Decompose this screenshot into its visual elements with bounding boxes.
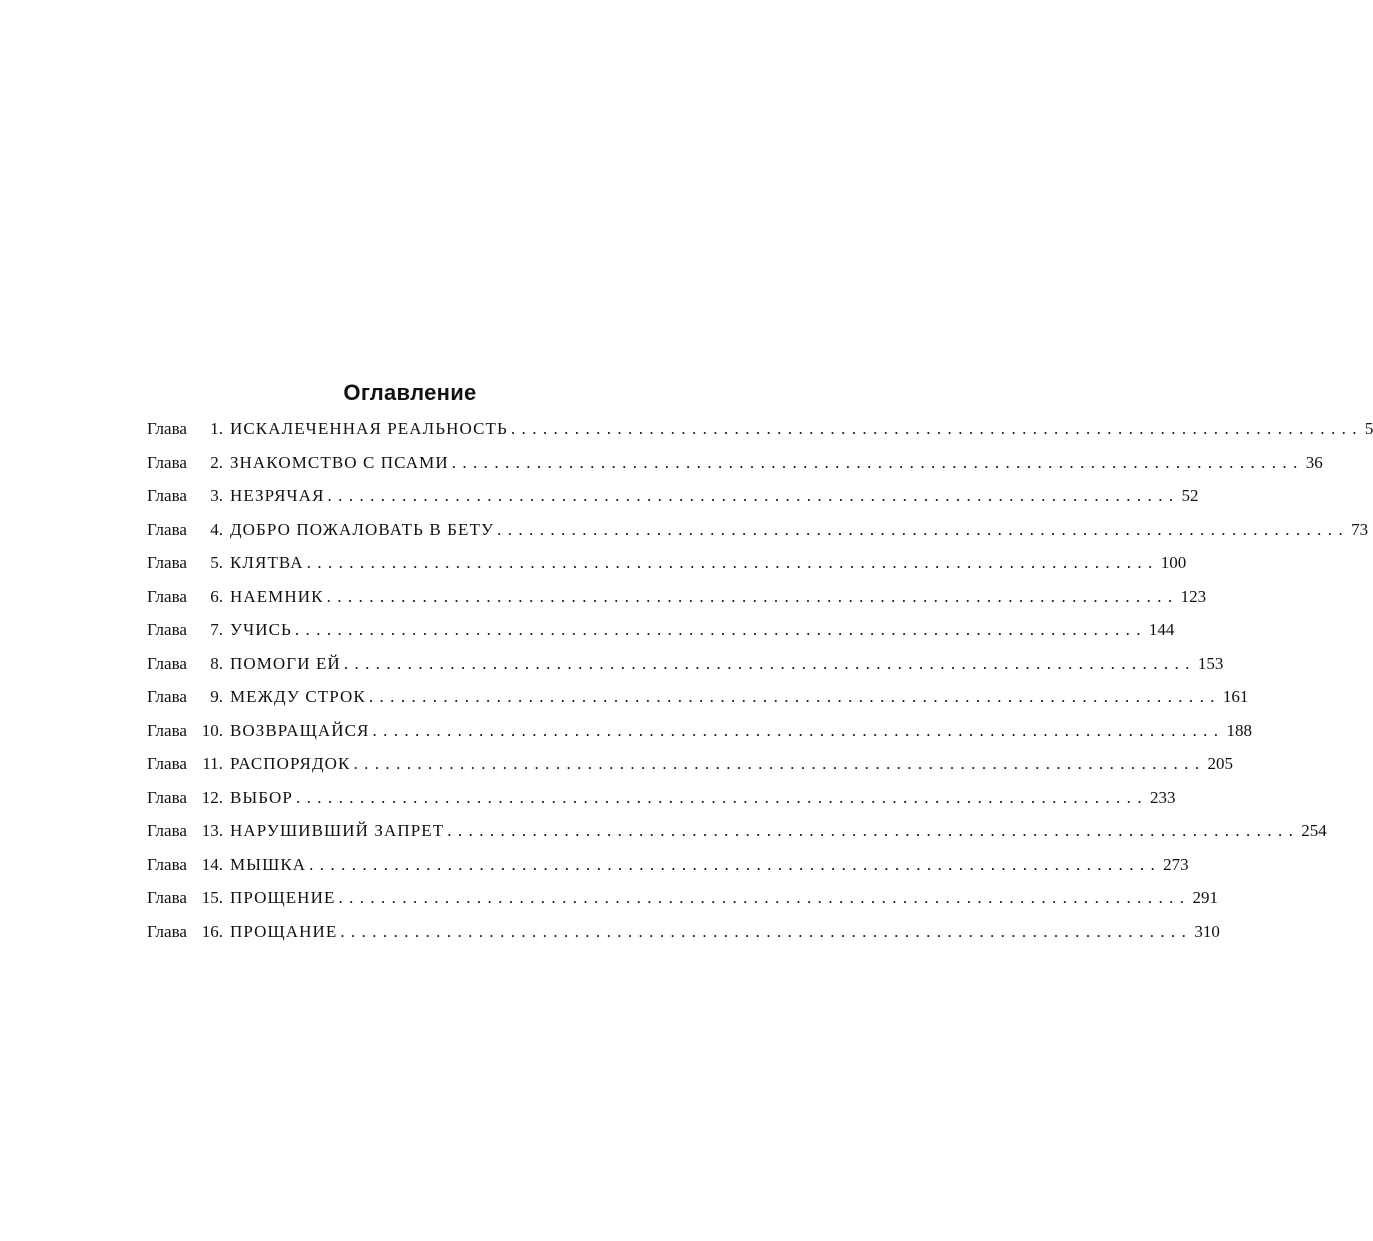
toc-entry[interactable] — [147, 821, 1327, 855]
dot-leader: ................................................................................ — [353, 754, 1206, 773]
chapter-number: 7. — [210, 620, 223, 639]
chapter-title: ИСКАЛЕЧЕННАЯ РЕАЛЬНОСТЬ — [229, 419, 508, 438]
chapter-number: 13. — [201, 821, 223, 840]
chapter-title: ВОЗВРАЩАЙСЯ — [229, 720, 370, 740]
dot-leader: ................................................................................ — [447, 821, 1300, 840]
dot-leader: ................................................................................ — [294, 620, 1147, 639]
toc-entry[interactable] — [147, 452, 1323, 487]
chapter-number: 10. — [201, 720, 223, 740]
dot-leader: ................................................................................ — [510, 419, 1363, 438]
toc-entry[interactable] — [147, 586, 1207, 621]
chapter-title: РАСПОРЯДОК — [229, 754, 351, 773]
page-number: 254 — [1301, 821, 1327, 840]
chapter-number: 2. — [210, 452, 223, 472]
toc-entry[interactable] — [147, 653, 1224, 688]
chapter-title: НАРУШИВШИЙ ЗАПРЕТ — [229, 821, 445, 840]
page-number: 310 — [1194, 921, 1220, 941]
chapter-title: МЫШКА — [229, 854, 307, 874]
chapter-title: КЛЯТВА — [229, 553, 304, 572]
page-number: 233 — [1149, 787, 1176, 807]
page-number: 73 — [1351, 519, 1369, 539]
page-number: 188 — [1226, 720, 1252, 740]
chapter-number: 15. — [201, 888, 223, 907]
toc-entry[interactable] — [147, 419, 1373, 453]
toc-entry[interactable] — [147, 687, 1249, 721]
page-title: Оглавление — [343, 379, 477, 405]
page-number: 36 — [1305, 452, 1323, 472]
chapter-word: Глава — [147, 754, 187, 773]
chapter-word: Глава — [147, 620, 187, 639]
page-number: 144 — [1148, 620, 1175, 639]
page-number: 100 — [1160, 553, 1187, 572]
chapter-number: 11. — [202, 754, 223, 773]
chapter-title: ПОМОГИ ЕЙ — [229, 653, 341, 673]
toc-entry[interactable] — [147, 854, 1189, 889]
chapter-number: 6. — [210, 586, 223, 606]
chapter-word: Глава — [147, 687, 187, 706]
dot-leader: ................................................................................ — [368, 687, 1221, 706]
dot-leader: ................................................................................ — [306, 553, 1159, 572]
chapter-title: НЕЗРЯЧАЯ — [229, 486, 325, 505]
chapter-number: 3. — [210, 486, 223, 505]
chapter-word: Глава — [147, 787, 187, 807]
page-number: 161 — [1222, 687, 1249, 706]
toc-entry[interactable] — [147, 720, 1252, 755]
page-number: 123 — [1180, 586, 1207, 606]
toc-entry[interactable] — [147, 754, 1233, 788]
page-number: 52 — [1181, 486, 1199, 505]
chapter-number: 5. — [210, 553, 223, 572]
chapter-title: НАЕМНИК — [229, 586, 324, 606]
chapter-word: Глава — [147, 720, 187, 740]
chapter-number: 8. — [210, 653, 223, 673]
chapter-title: ДОБРО ПОЖАЛОВАТЬ В БЕТУ — [229, 519, 495, 539]
dot-leader: ................................................................................ — [497, 519, 1350, 539]
dot-leader: ................................................................................ — [340, 921, 1193, 941]
chapter-title: ЗНАКОМСТВО С ПСАМИ — [229, 452, 449, 472]
chapter-word: Глава — [147, 452, 187, 472]
page-number: 291 — [1192, 888, 1218, 907]
chapter-number: 14. — [201, 854, 223, 874]
chapter-word: Глава — [147, 854, 187, 874]
chapter-word: Глава — [147, 553, 187, 572]
chapter-word: Глава — [147, 486, 187, 505]
toc-entry[interactable] — [147, 921, 1220, 956]
dot-leader: ................................................................................ — [338, 888, 1191, 907]
chapter-number: 9. — [210, 687, 223, 706]
chapter-word: Глава — [147, 586, 187, 606]
chapter-word: Глава — [147, 419, 187, 438]
chapter-title: ПРОЩАНИЕ — [229, 921, 338, 941]
dot-leader: ................................................................................ — [326, 586, 1179, 606]
dot-leader: ................................................................................ — [327, 486, 1180, 505]
chapter-word: Глава — [147, 519, 187, 539]
page-number: 153 — [1197, 653, 1224, 673]
chapter-word: Глава — [147, 821, 187, 840]
toc-entry[interactable] — [147, 620, 1175, 654]
page-number: 273 — [1163, 854, 1189, 874]
page-number: 205 — [1207, 754, 1233, 773]
chapter-title: ВЫБОР — [229, 787, 293, 807]
dot-leader: ................................................................................ — [372, 720, 1225, 740]
chapter-word: Глава — [147, 653, 187, 673]
dot-leader: ................................................................................ — [295, 787, 1148, 807]
chapter-title: ПРОЩЕНИЕ — [229, 888, 336, 907]
chapter-word: Глава — [147, 921, 187, 941]
toc-entry[interactable] — [147, 787, 1176, 822]
chapter-title: МЕЖДУ СТРОК — [229, 687, 366, 706]
toc-entry[interactable] — [147, 888, 1218, 922]
toc-entry[interactable] — [147, 553, 1187, 587]
page-number: 5 — [1364, 419, 1373, 438]
toc-entry[interactable] — [147, 486, 1199, 520]
chapter-word: Глава — [147, 888, 187, 907]
chapter-number: 4. — [210, 519, 223, 539]
dot-leader: ................................................................................ — [343, 653, 1196, 673]
chapter-number: 16. — [201, 921, 223, 941]
chapter-title: УЧИСЬ — [229, 620, 292, 639]
dot-leader: ................................................................................ — [309, 854, 1162, 874]
table-of-contents — [147, 419, 1373, 955]
chapter-number: 1. — [210, 419, 223, 438]
chapter-number: 12. — [201, 787, 223, 807]
toc-entry[interactable] — [147, 519, 1369, 554]
dot-leader: ................................................................................ — [451, 452, 1304, 472]
